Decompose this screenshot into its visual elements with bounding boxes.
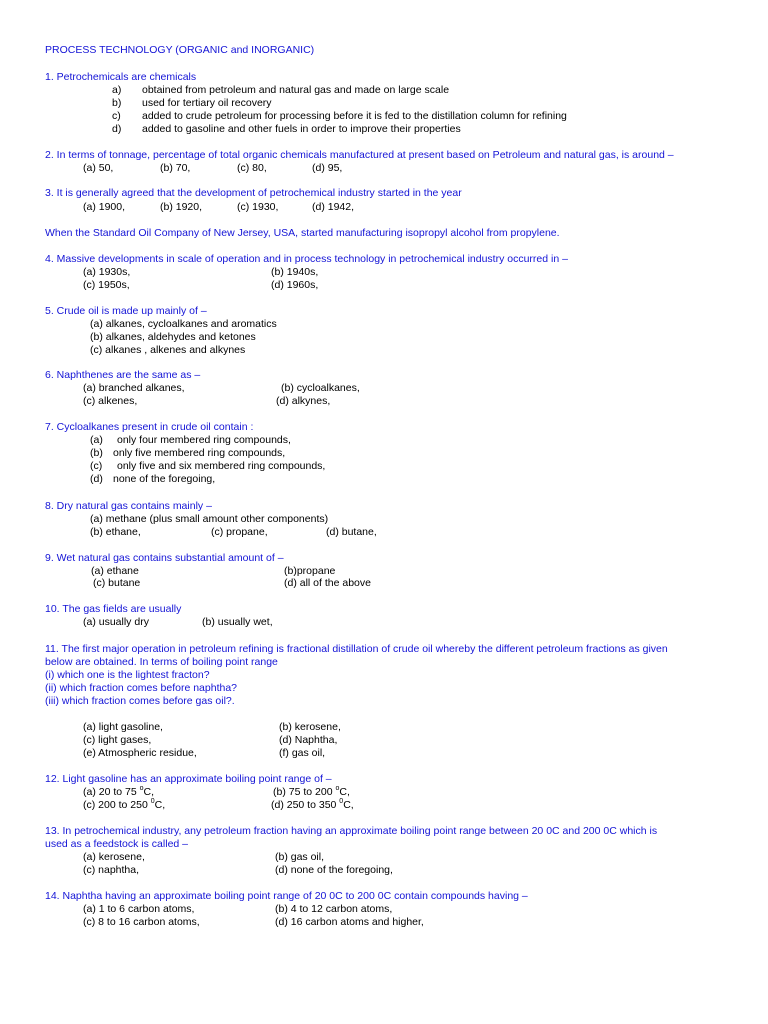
q5-option-b: (b) alkanes, aldehydes and ketones — [90, 331, 256, 343]
q3-option-d: (d) 1942, — [312, 201, 355, 213]
q13-option-c: (c) naphtha, — [83, 864, 140, 876]
q14-option-b: (b) 4 to 12 carbon atoms, — [275, 903, 393, 915]
q7-option-c-letter: (c) — [90, 460, 103, 472]
q7-option-a-letter: (a) — [90, 434, 103, 446]
q6-option-d: (d) alkynes, — [276, 395, 331, 407]
question-5: 5. Crude oil is made up mainly of – — [45, 305, 207, 317]
question-6: 6. Naphthenes are the same as – — [45, 369, 201, 381]
question-11-line-2: below are obtained. In terms of boiling point range — [45, 656, 278, 668]
q12-option-b: (b) 75 to 200 $^o$C, — [273, 785, 350, 798]
q3-option-b: (b) 1920, — [160, 201, 203, 213]
q7-option-a-text: only four membered ring compounds, — [117, 434, 291, 446]
q5-option-a: (a) alkanes, cycloalkanes and aromatics — [90, 318, 277, 330]
question-10: 10. The gas fields are usually — [45, 603, 182, 615]
q1-option-b-letter: b) — [112, 97, 122, 109]
q13-option-a: (a) kerosene, — [83, 851, 145, 863]
q1-option-a-letter: a) — [112, 84, 122, 96]
q4-option-a: (a) 1930s, — [83, 266, 131, 278]
q11-sub-ii: (ii) which fraction comes before naphtha? — [45, 682, 238, 694]
q11-option-d: (d) Naphtha, — [279, 734, 338, 746]
q13-option-d: (d) none of the foregoing, — [275, 864, 393, 876]
q9-option-c: (c) butane — [93, 577, 141, 589]
q11-option-e: (e) Atmospheric residue, — [83, 747, 197, 759]
q11-option-f: (f) gas oil, — [279, 747, 326, 759]
document-title: PROCESS TECHNOLOGY (ORGANIC and INORGANIC) — [45, 44, 315, 56]
question-1: 1. Petrochemicals are chemicals — [45, 71, 197, 83]
q4-option-c: (c) 1950s, — [83, 279, 130, 291]
q7-option-d-text: none of the foregoing, — [113, 473, 216, 485]
question-2: 2. In terms of tonnage, percentage of total organic chemicals manufactured at present based on Petroleum and natural gas, is around – — [45, 149, 674, 161]
q9-option-a: (a) ethane — [91, 565, 139, 577]
q14-option-d: (d) 16 carbon atoms and higher, — [275, 916, 424, 928]
q6-option-c: (c) alkenes, — [83, 395, 138, 407]
q2-option-d: (d) 95, — [312, 162, 343, 174]
q7-option-d-letter: (d) — [90, 473, 103, 485]
q2-option-c: (c) 80, — [237, 162, 267, 174]
q11-option-a: (a) light gasoline, — [83, 721, 163, 733]
q9-option-d: (d) all of the above — [284, 577, 371, 589]
q3-option-a: (a) 1900, — [83, 201, 126, 213]
q1-option-c-text: added to crude petroleum for processing before it is fed to the distillation column for refining — [142, 110, 567, 122]
q11-option-b: (b) kerosene, — [279, 721, 341, 733]
q12-option-c: (c) 200 to 250 $^0$C, — [83, 798, 166, 811]
q8-option-b: (b) ethane, — [90, 526, 141, 538]
question-4: 4. Massive developments in scale of operation and in process technology in petrochemical industry occurred in – — [45, 253, 568, 265]
q14-option-c: (c) 8 to 16 carbon atoms, — [83, 916, 200, 928]
question-14: 14. Naphtha having an approximate boiling point range of 20 0C to 200 0C contain compounds having – — [45, 890, 528, 902]
q5-option-c: (c) alkanes , alkenes and alkynes — [90, 344, 246, 356]
q1-option-d-letter: d) — [112, 123, 122, 135]
q1-option-a-text: obtained from petroleum and natural gas and made on large scale — [142, 84, 450, 96]
q12-option-a: (a) 20 to 75 $^o$C, — [83, 785, 155, 798]
q13-option-b: (b) gas oil, — [275, 851, 325, 863]
q2-option-a: (a) 50, — [83, 162, 114, 174]
question-12: 12. Light gasoline has an approximate boiling point range of – — [45, 773, 332, 785]
q7-option-b-letter: (b) — [90, 447, 103, 459]
q1-option-c-letter: c) — [112, 110, 121, 122]
q8-option-a: (a) methane (plus small amount other components) — [90, 513, 329, 525]
q3-option-c: (c) 1930, — [237, 201, 279, 213]
q8-option-c: (c) propane, — [211, 526, 268, 538]
q12-option-d: (d) 250 to 350 $^0$C, — [271, 798, 354, 811]
question-9: 9. Wet natural gas contains substantial amount of – — [45, 552, 284, 564]
q6-option-a: (a) branched alkanes, — [83, 382, 185, 394]
q4-option-b: (b) 1940s, — [271, 266, 319, 278]
q10-option-b: (b) usually wet, — [202, 616, 273, 628]
q8-option-d: (d) butane, — [326, 526, 377, 538]
q1-option-d-text: added to gasoline and other fuels in order to improve their properties — [142, 123, 461, 135]
q14-option-a: (a) 1 to 6 carbon atoms, — [83, 903, 195, 915]
q7-option-c-text: only five and six membered ring compounds, — [117, 460, 326, 472]
question-7: 7. Cycloalkanes present in crude oil contain : — [45, 421, 254, 433]
q11-option-c: (c) light gases, — [83, 734, 152, 746]
q11-sub-i: (i) which one is the lightest fracton? — [45, 669, 210, 681]
q10-option-a: (a) usually dry — [83, 616, 149, 628]
question-13-line-1: 13. In petrochemical industry, any petroleum fraction having an approximate boiling point range between 20 0C and 200 0C which is — [45, 825, 658, 837]
q11-sub-iii: (iii) which fraction comes before gas oil?. — [45, 695, 235, 707]
question-13-line-2: used as a feedstock is called – — [45, 838, 189, 850]
q3-answer-note: When the Standard Oil Company of New Jersey, USA, started manufacturing isopropyl alcohol from propylene. — [45, 227, 560, 239]
question-3: 3. It is generally agreed that the development of petrochemical industry started in the year — [45, 187, 462, 199]
question-11-line-1: 11. The first major operation in petroleum refining is fractional distillation of crude oil whereby the different petroleum fractions as given — [45, 643, 668, 655]
q1-option-b-text: used for tertiary oil recovery — [142, 97, 272, 109]
q4-option-d: (d) 1960s, — [271, 279, 319, 291]
question-8: 8. Dry natural gas contains mainly – — [45, 500, 212, 512]
q9-option-b: (b)propane — [284, 565, 336, 577]
q6-option-b: (b) cycloalkanes, — [281, 382, 360, 394]
q2-option-b: (b) 70, — [160, 162, 191, 174]
q7-option-b-text: only five membered ring compounds, — [113, 447, 286, 459]
